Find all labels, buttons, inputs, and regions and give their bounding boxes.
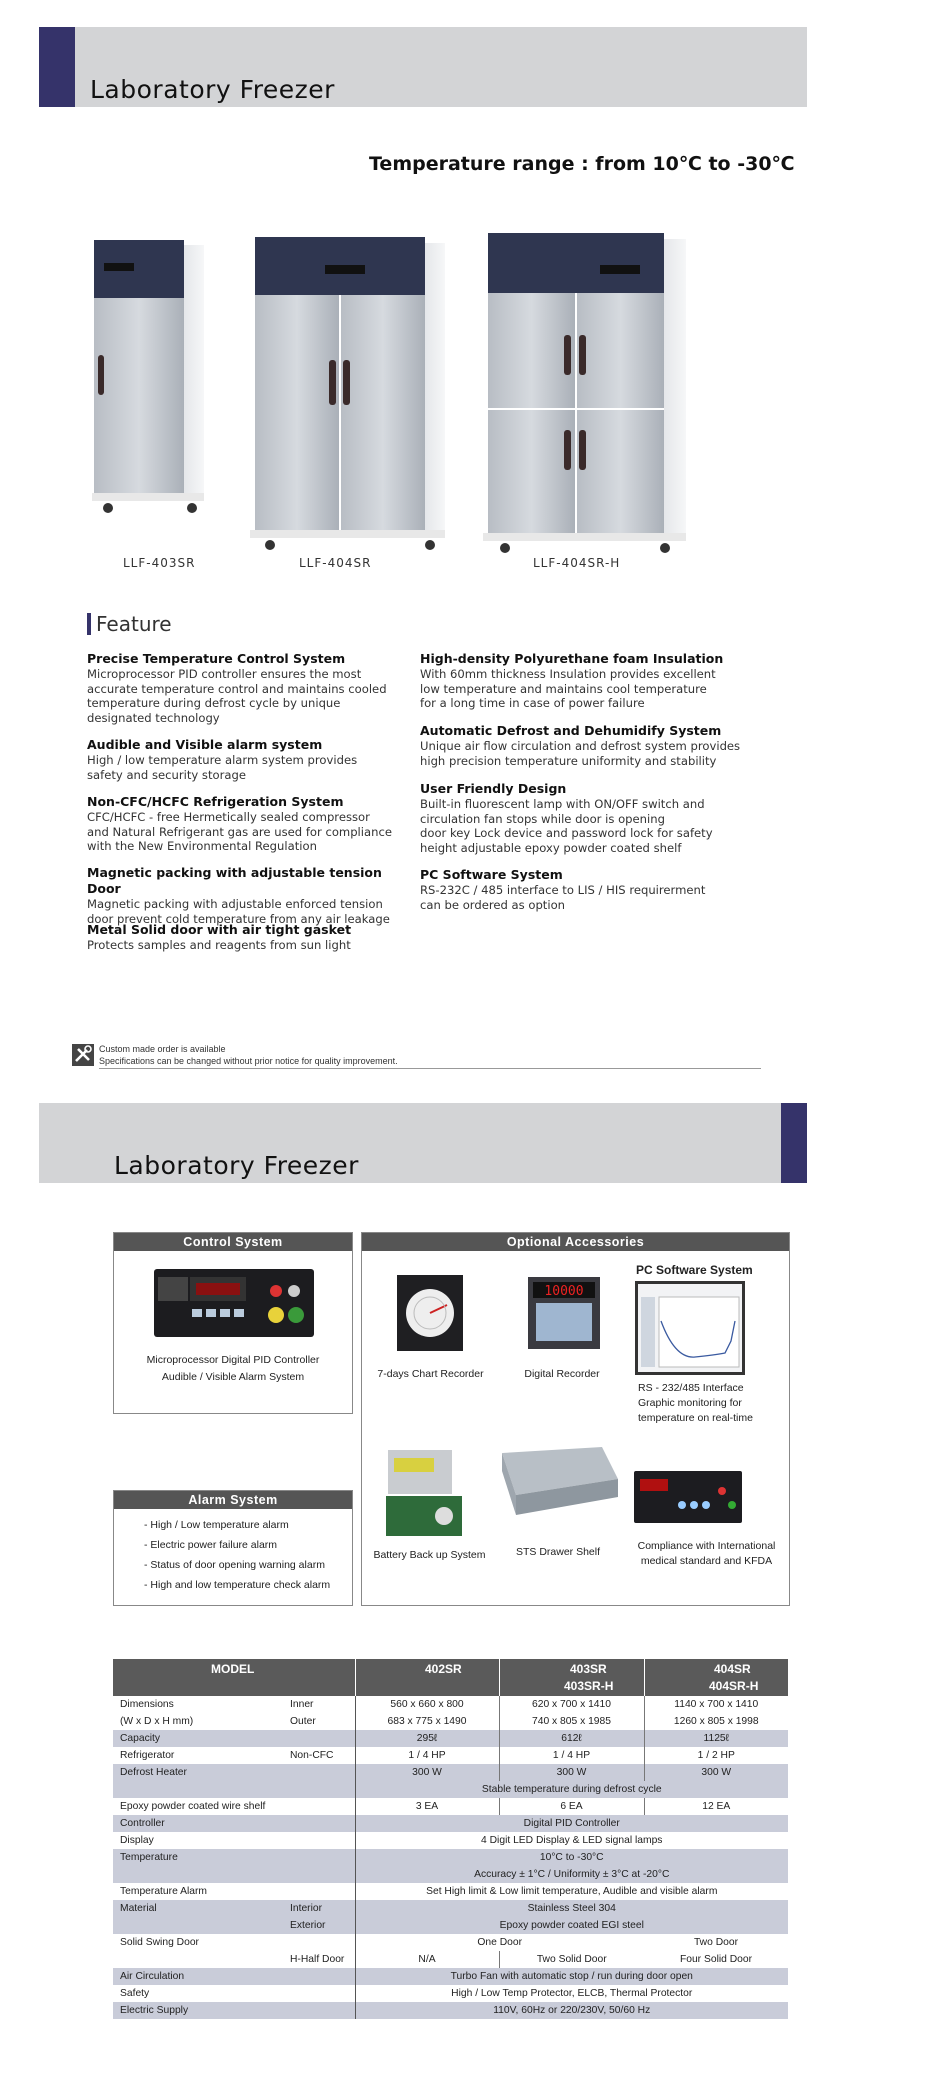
table-row <box>113 1866 788 1883</box>
feature-text: Unique air flow circulation and defrost system provides high precision temperature uniformity and stability <box>420 739 741 768</box>
header-col3b: 404SR-H <box>709 1679 759 1693</box>
cell: Stainless Steel 304 <box>355 1900 788 1917</box>
cell: 1 / 4 HP <box>355 1747 499 1764</box>
table-row <box>113 1747 788 1764</box>
cell: 10°C to -30°C <box>355 1849 788 1866</box>
table-row <box>113 2002 788 2019</box>
cell: Epoxy powder coated EGI steel <box>355 1917 788 1934</box>
cell: 300 W <box>644 1764 788 1781</box>
row-sublabel: Inner <box>283 1696 355 1713</box>
table-row <box>113 1713 788 1730</box>
feature-text: Magnetic packing with adjustable enforced tension door prevent cold temperature from any air leakage <box>87 897 390 926</box>
table-row <box>113 1934 788 1951</box>
row-label: Display <box>113 1832 283 1849</box>
compliance-caption-1: Compliance with International <box>637 1540 776 1552</box>
freezer-404sr <box>250 237 445 550</box>
alarm-item: - Status of door opening warning alarm <box>144 1559 325 1571</box>
feature-title: PC Software System <box>420 867 563 882</box>
pc-caption-1: RS - 232/485 Interface <box>638 1382 744 1394</box>
control-caption-2: Audible / Visible Alarm System <box>161 1371 305 1383</box>
cell: Accuracy ± 1°C / Uniformity ± 3°C at -20°C <box>355 1866 788 1883</box>
cell: 300 W <box>499 1764 644 1781</box>
cell: 612ℓ <box>499 1730 644 1747</box>
header-col2b: 403SR-H <box>564 1679 614 1693</box>
tools-icon <box>72 1044 94 1066</box>
cell: 6 EA <box>499 1798 644 1815</box>
feature-text: Built-in fluorescent lamp with ON/OFF switch and circulation fan stops while door is opening door key Lock device and password lock for safety height adjustable epoxy powder coated shelf <box>420 797 713 855</box>
optional-accessories-heading: Optional Accessories <box>362 1233 789 1251</box>
table-row <box>113 1696 788 1713</box>
pc-software-heading: PC Software System <box>636 1263 753 1277</box>
feature-text: CFC/HCFC - free Hermetically sealed compressor and Natural Refrigerant gas are used for compliance with the New Environmental Regulation <box>87 810 392 853</box>
cell: N/A <box>355 1951 499 1968</box>
row-label: Solid Swing Door <box>113 1934 283 1951</box>
temperature-range: Temperature range : from 10℃ to -30℃ <box>369 153 795 175</box>
row-label: (W x D x H mm) <box>113 1713 283 1730</box>
row-label: Electric Supply <box>113 2002 283 2019</box>
row-label: Temperature <box>113 1849 283 1866</box>
cell: Stable temperature during defrost cycle <box>355 1781 788 1798</box>
table-row <box>113 1917 788 1934</box>
controller-panel-image <box>154 1269 314 1337</box>
feature-item <box>420 723 760 768</box>
feature-title: Precise Temperature Control System <box>87 651 346 666</box>
feature-title: Non-CFC/HCFC Refrigeration System <box>87 794 344 809</box>
feature-title: High-density Polyurethane foam Insulation <box>420 651 724 666</box>
row-label: Epoxy powder coated wire shelf <box>113 1798 355 1815</box>
cell: 740 x 805 x 1985 <box>499 1713 644 1730</box>
cell: Two Solid Door <box>499 1951 644 1968</box>
chart-recorder-caption: 7-days Chart Recorder <box>377 1368 484 1380</box>
table-row <box>113 1730 788 1747</box>
battery-backup-image <box>384 1448 464 1540</box>
feature-item <box>87 865 412 926</box>
header-divider <box>644 1659 645 1696</box>
row-label: Controller <box>113 1815 283 1832</box>
row-label: Refrigerator <box>113 1747 283 1764</box>
row-sublabel: Interior <box>283 1900 355 1917</box>
cell: High / Low Temp Protector, ELCB, Thermal Protector <box>355 1985 788 2002</box>
cell: Set High limit & Low limit temperature, Audible and visible alarm <box>355 1883 788 1900</box>
feature-title: Automatic Defrost and Dehumidify System <box>420 723 722 738</box>
spec-table <box>113 1696 788 2019</box>
alarm-list <box>144 1515 330 1595</box>
pc-software-screenshot <box>635 1281 745 1375</box>
pc-caption-3: temperature on real-time <box>638 1412 753 1424</box>
control-system-box <box>113 1232 353 1414</box>
note-divider <box>99 1068 761 1069</box>
control-caption-1: Microprocessor Digital PID Controller <box>146 1354 320 1366</box>
row-sublabel: H-Half Door <box>283 1951 355 1968</box>
alarm-item: - High and low temperature check alarm <box>144 1579 331 1591</box>
cell: 1260 x 805 x 1998 <box>644 1713 788 1730</box>
international-controller-image <box>634 1471 742 1523</box>
feature-title: Metal Solid door with air tight gasket <box>87 922 352 937</box>
cell: 300 W <box>355 1764 499 1781</box>
table-row <box>113 1951 788 1968</box>
table-row <box>113 1883 788 1900</box>
freezer-403sr <box>92 240 204 513</box>
header-divider <box>499 1659 500 1696</box>
cell: Four Solid Door <box>644 1951 788 1968</box>
header-model: MODEL <box>211 1662 255 1676</box>
cell: 620 x 700 x 1410 <box>499 1696 644 1713</box>
header-accent-bar <box>39 27 75 107</box>
alarm-system-heading: Alarm System <box>114 1491 352 1509</box>
freezer-products-image <box>80 225 740 565</box>
cell: 1140 x 700 x 1410 <box>644 1696 788 1713</box>
feature-heading: Feature <box>87 613 172 635</box>
cell: Two Door <box>644 1934 788 1951</box>
row-label: Safety <box>113 1985 283 2002</box>
cell: 12 EA <box>644 1798 788 1815</box>
header-col3a: 404SR <box>714 1662 751 1676</box>
compliance-caption-2: medical standard and KFDA <box>640 1555 773 1567</box>
table-row <box>113 1968 788 1985</box>
row-label: Dimensions <box>113 1696 283 1713</box>
cell: 683 x 775 x 1490 <box>355 1713 499 1730</box>
cell: Turbo Fan with automatic stop / run during door open <box>355 1968 788 1985</box>
spec-change-note: Specifications can be changed without prior notice for quality improvement. <box>99 1056 398 1066</box>
feature-item <box>420 651 760 711</box>
model-label-403sr: LLF-403SR <box>123 556 196 570</box>
cell: Digital PID Controller <box>355 1815 788 1832</box>
cell: 1 / 2 HP <box>644 1747 788 1764</box>
pc-caption-2: Graphic monitoring for <box>638 1397 742 1409</box>
optional-accessories-box <box>361 1232 790 1606</box>
table-row <box>113 1832 788 1849</box>
feature-text: High / low temperature alarm system provides safety and security storage <box>87 753 358 782</box>
feature-title: Audible and Visible alarm system <box>87 737 323 752</box>
cell: 560 x 660 x 800 <box>355 1696 499 1713</box>
cell: 4 Digit LED Display & LED signal lamps <box>355 1832 788 1849</box>
table-row <box>113 1849 788 1866</box>
cell: 3 EA <box>355 1798 499 1815</box>
page-title: Laboratory Freezer <box>90 75 335 104</box>
feature-item <box>87 922 412 953</box>
row-sublabel: Non-CFC <box>283 1747 355 1764</box>
feature-item <box>87 737 412 782</box>
row-label: Material <box>113 1900 283 1917</box>
freezer-404sr-h <box>483 233 686 553</box>
header-col1: 402SR <box>425 1662 462 1676</box>
cell: 1125ℓ <box>644 1730 788 1747</box>
cell: 110V, 60Hz or 220/230V, 50/60 Hz <box>355 2002 788 2019</box>
table-row <box>113 1798 788 1815</box>
row-label: Capacity <box>113 1730 283 1747</box>
table-row <box>113 1815 788 1832</box>
row-label: Defrost Heater <box>113 1764 283 1781</box>
feature-title: User Friendly Design <box>420 781 567 796</box>
header-divider <box>355 1659 356 1696</box>
digital-recorder-caption: Digital Recorder <box>524 1368 600 1380</box>
feature-text: With 60mm thickness Insulation provides excellent low temperature and maintains cool temperature for a long time in case of power failure <box>420 667 716 710</box>
header-accent-bar <box>781 1103 807 1183</box>
feature-item <box>420 867 760 912</box>
chart-recorder-image <box>397 1275 463 1351</box>
table-row <box>113 1764 788 1781</box>
battery-caption: Battery Back up System <box>373 1549 486 1561</box>
model-label-404sr: LLF-404SR <box>299 556 372 570</box>
feature-item <box>420 781 760 855</box>
feature-item <box>87 651 412 725</box>
row-label: Air Circulation <box>113 1968 283 1985</box>
digital-recorder-readout: 10000 <box>544 1284 584 1299</box>
drawer-shelf-image <box>492 1443 622 1519</box>
row-sublabel: Outer <box>283 1713 355 1730</box>
alarm-item: - High / Low temperature alarm <box>144 1519 289 1531</box>
table-row <box>113 1985 788 2002</box>
digital-recorder-image <box>528 1277 600 1349</box>
feature-item <box>87 794 412 854</box>
control-system-heading: Control System <box>114 1233 352 1251</box>
drawer-caption: STS Drawer Shelf <box>515 1546 601 1558</box>
page-title: Laboratory Freezer <box>114 1151 359 1180</box>
header-col2a: 403SR <box>570 1662 607 1676</box>
page1-header <box>39 27 807 107</box>
model-label-404sr-h: LLF-404SR-H <box>533 556 621 570</box>
table-row <box>113 1781 788 1798</box>
feature-text: Protects samples and reagents from sun light <box>87 938 351 952</box>
row-label: Temperature Alarm <box>113 1883 283 1900</box>
cell: One Door <box>355 1934 644 1951</box>
alarm-item: - Electric power failure alarm <box>144 1539 278 1551</box>
custom-order-note: Custom made order is available <box>99 1044 226 1054</box>
row-sublabel: Exterior <box>283 1917 355 1934</box>
feature-text: Microprocessor PID controller ensures the most accurate temperature control and maintains cooled temperature during defrost cycle by unique designated technology <box>87 667 387 725</box>
cell: 295ℓ <box>355 1730 499 1747</box>
table-row <box>113 1900 788 1917</box>
page2-header <box>39 1103 807 1183</box>
feature-title: Magnetic packing with adjustable tension Door <box>87 865 382 896</box>
alarm-system-box <box>113 1490 353 1606</box>
cell: 1 / 4 HP <box>499 1747 644 1764</box>
feature-text: RS-232C / 485 interface to LIS / HIS requirerment can be ordered as option <box>420 883 706 912</box>
spec-table-header <box>113 1659 788 1696</box>
